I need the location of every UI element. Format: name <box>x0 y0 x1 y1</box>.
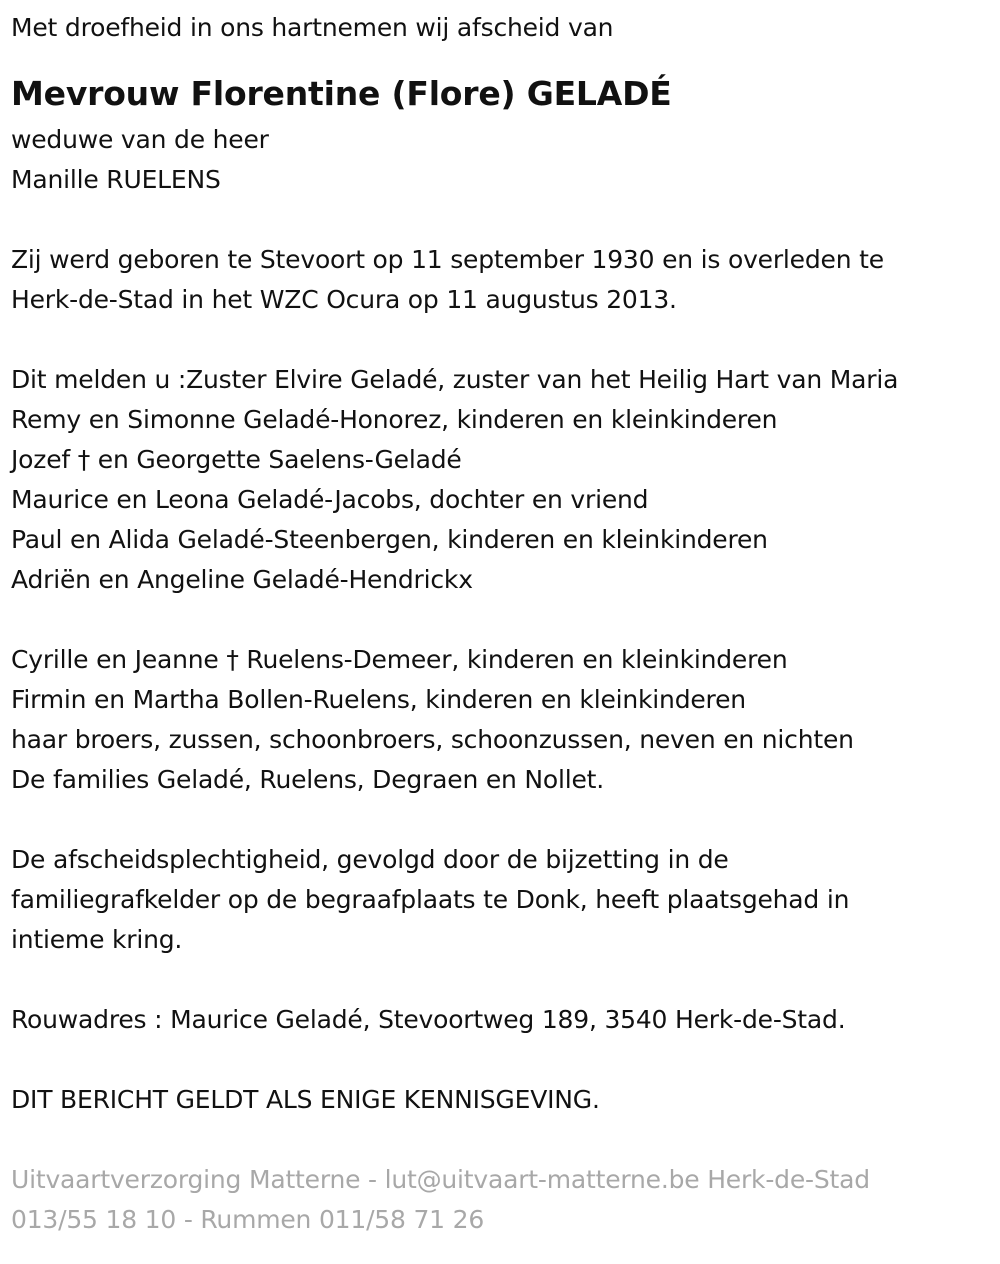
ceremony-line: familiegrafkelder op de begraafplaats te Donk, heeft plaatsgehad in <box>11 885 850 914</box>
birth-death-line-2: Herk-de-Stad in het WZC Ocura op 11 augustus 2013. <box>11 285 677 314</box>
family-line: Paul en Alida Geladé-Steenbergen, kinderen en kleinkinderen <box>11 525 768 554</box>
spouse-line-1: weduwe van de heer <box>11 125 269 154</box>
family-line: Remy en Simonne Geladé-Honorez, kinderen en kleinkinderen <box>11 405 778 434</box>
family-line: Firmin en Martha Bollen-Ruelens, kinderen en kleinkinderen <box>11 685 746 714</box>
spacer <box>11 960 991 1000</box>
spouse-line-2: Manille RUELENS <box>11 165 221 194</box>
spacer <box>11 600 991 640</box>
family-line: De families Geladé, Ruelens, Degraen en Nollet. <box>11 765 605 794</box>
family-line: Adriën en Angeline Geladé-Hendrickx <box>11 565 473 594</box>
ceremony-line: De afscheidsplechtigheid, gevolgd door de bijzetting in de <box>11 845 729 874</box>
funeral-director-line-1: Uitvaartverzorging Matterne - lut@uitvaart-matterne.be Herk-de-Stad <box>11 1165 870 1194</box>
spacer <box>11 1120 991 1160</box>
funeral-director-line-2: 013/55 18 10 - Rummen 011/58 71 26 <box>11 1205 485 1234</box>
spacer <box>11 200 991 240</box>
mourning-address: Rouwadres : Maurice Geladé, Stevoortweg 189, 3540 Herk-de-Stad. <box>11 1005 846 1034</box>
intro-text: Met droefheid in ons hartnemen wij afscheid van <box>11 13 614 42</box>
family-line: Jozef † en Georgette Saelens-Geladé <box>11 445 462 474</box>
obituary-notice <box>11 8 991 1240</box>
official-notice: DIT BERICHT GELDT ALS ENIGE KENNISGEVING. <box>11 1085 600 1114</box>
spacer <box>11 800 991 840</box>
birth-death-line-1: Zij werd geboren te Stevoort op 11 september 1930 en is overleden te <box>11 245 884 274</box>
family-line: Maurice en Leona Geladé-Jacobs, dochter en vriend <box>11 485 649 514</box>
deceased-name: Mevrouw Florentine (Flore) GELADÉ <box>11 74 672 113</box>
family-line: Cyrille en Jeanne † Ruelens-Demeer, kinderen en kleinkinderen <box>11 645 788 674</box>
spacer <box>11 1040 991 1080</box>
family-line: Dit melden u :Zuster Elvire Geladé, zuster van het Heilig Hart van Maria <box>11 365 899 394</box>
spacer <box>11 320 991 360</box>
ceremony-line: intieme kring. <box>11 925 183 954</box>
family-line: haar broers, zussen, schoonbroers, schoonzussen, neven en nichten <box>11 725 854 754</box>
